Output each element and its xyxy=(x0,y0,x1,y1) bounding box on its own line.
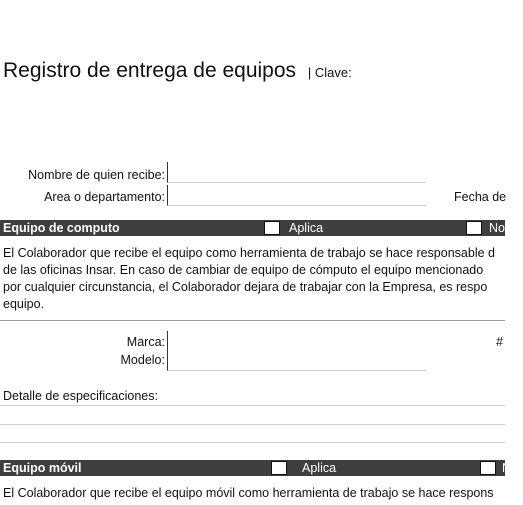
mobile-section-header xyxy=(0,460,512,476)
recipient-name-field[interactable] xyxy=(167,162,426,183)
model-label: Modelo: xyxy=(120,353,165,367)
mobile-section-title: Equipo móvil xyxy=(3,461,82,475)
recipient-label: Nombre de quien recibe: xyxy=(28,168,165,182)
computer-not-applies-label: No xyxy=(489,221,505,235)
area-label: Area o departamento: xyxy=(44,190,165,204)
computer-applies-checkbox[interactable] xyxy=(264,221,280,235)
model-field[interactable] xyxy=(167,350,426,371)
specs-line[interactable] xyxy=(0,424,505,425)
mobile-applies-checkbox[interactable] xyxy=(271,461,287,475)
computer-section-title: Equipo de computo xyxy=(3,221,120,235)
document-title: Registro de entrega de equipos xyxy=(3,59,297,82)
specs-line[interactable] xyxy=(0,442,505,443)
brand-label: Marca: xyxy=(126,335,165,349)
paragraph-line: equipo. xyxy=(3,297,45,311)
paragraph-line: El Colaborador que recibe el equipo móvil como herramienta de trabajo se hace respons xyxy=(3,486,494,500)
paragraph-line: de las oficinas Insar. En caso de cambiar de equipo de cómputo el equipo mencionado xyxy=(3,263,484,277)
computer-applies-label: Aplica xyxy=(289,221,324,235)
page-title xyxy=(3,59,352,83)
mobile-not-applies-checkbox[interactable] xyxy=(480,461,496,475)
specs-label: Detalle de especificaciones: xyxy=(3,389,158,403)
section-divider xyxy=(0,320,505,321)
number-label: # xyxy=(496,335,503,349)
computer-responsibility-text xyxy=(3,245,523,313)
key-label: | Clave: xyxy=(307,65,352,80)
computer-not-applies-checkbox[interactable] xyxy=(466,221,482,235)
mobile-responsibility-text xyxy=(3,485,523,502)
mobile-not-applies-label: N xyxy=(502,461,512,475)
paragraph-line: por cualquier circunstancia, el Colaborador dejara de trabajar con la Empresa, es respo xyxy=(3,280,488,294)
computer-section-header xyxy=(0,220,505,236)
paragraph-line: El Colaborador que recibe el equipo como herramienta de trabajo se hace responsable d xyxy=(3,246,495,260)
brand-field[interactable] xyxy=(167,331,426,352)
area-field[interactable] xyxy=(167,185,426,206)
date-label: Fecha de xyxy=(454,190,507,204)
mobile-applies-label: Aplica xyxy=(302,461,337,475)
specs-line xyxy=(0,405,505,406)
